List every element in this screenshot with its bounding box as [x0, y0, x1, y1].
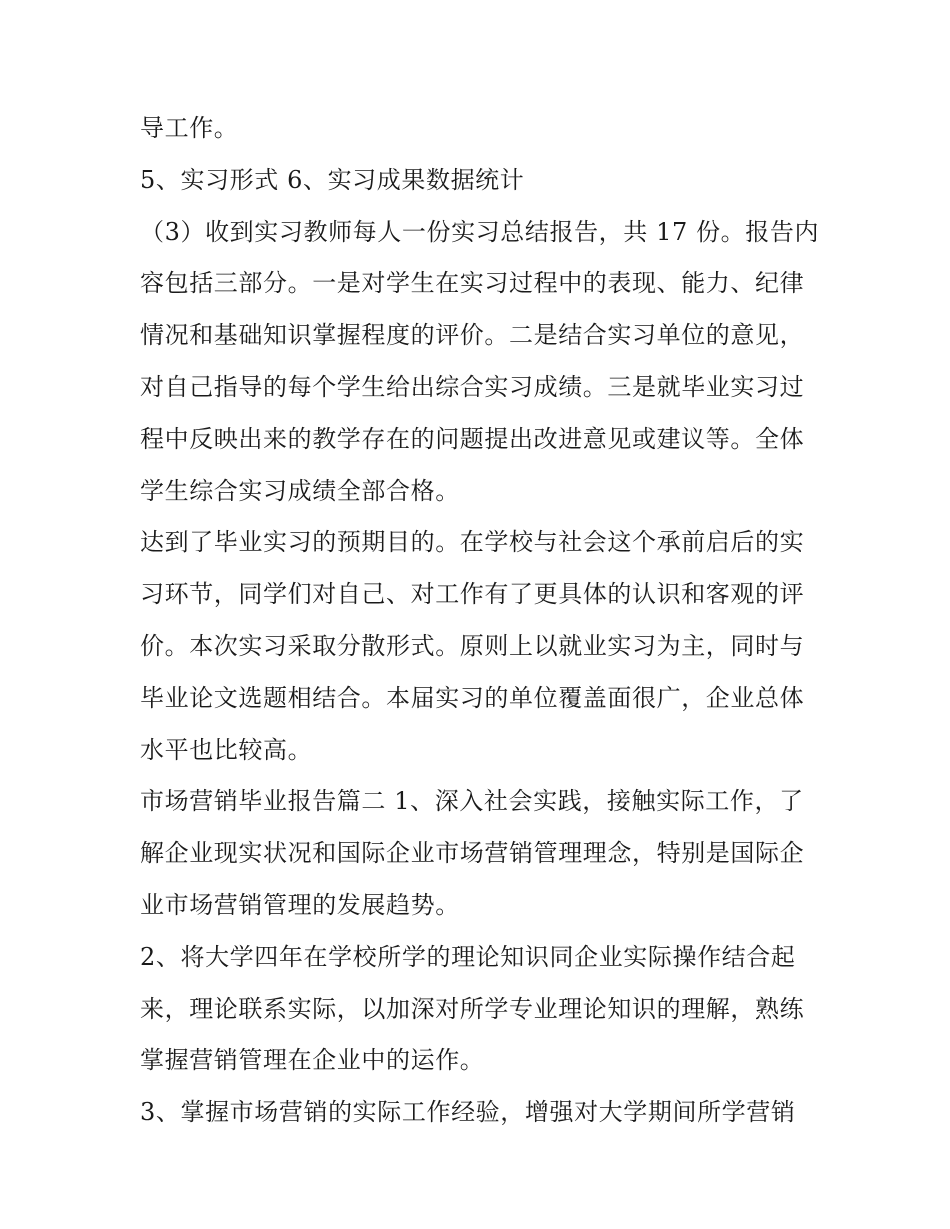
text-line: 掌握营销管理在企业中的运作。 — [140, 1046, 485, 1075]
text-line: 达到了毕业实习的预期目的。在学校与社会这个承前启后的实 — [140, 528, 805, 557]
text-line: 来，理论联系实际，以加深对所学专业理论知识的理解，熟练 — [140, 994, 805, 1023]
text-line: 习环节，同学们对自己、对工作有了更具体的认识和客观的评 — [140, 580, 805, 609]
text-line: 对自己指导的每个学生给出综合实习成绩。三是就毕业实习过 — [140, 372, 805, 401]
text-line: 毕业论文选题相结合。本届实习的单位覆盖面很广，企业总体 — [140, 683, 805, 712]
text-line: 情况和基础知识掌握程度的评价。二是结合实习单位的意见， — [140, 321, 805, 350]
text-line: 价。本次实习采取分散形式。原则上以就业实习为主，同时与 — [140, 631, 805, 660]
text-line: 学生综合实习成绩全部合格。 — [140, 476, 460, 505]
text-line: 2、将大学四年在学校所学的理论知识同企业实际操作结合起 — [140, 942, 796, 971]
text-line: （3）收到实习教师每人一份实习总结报告，共 17 份。报告内 — [140, 217, 820, 246]
text-line: 业市场营销管理的发展趋势。 — [140, 890, 460, 919]
text-line: 程中反映出来的教学存在的问题提出改进意见或建议等。全体 — [140, 424, 805, 453]
text-line: 导工作。 — [140, 114, 239, 142]
text-line: 5、实习形式 6、实习成果数据统计 — [140, 165, 525, 194]
text-line: 3、掌握市场营销的实际工作经验，增强对大学期间所学营销 — [140, 1098, 796, 1127]
text-line: 容包括三部分。一是对学生在实习过程中的表现、能力、纪律 — [140, 269, 805, 298]
text-line: 市场营销毕业报告篇二 1、深入社会实践，接触实际工作，了 — [140, 787, 804, 816]
text-line: 水平也比较高。 — [140, 735, 313, 764]
text-line: 解企业现实状况和国际企业市场营销管理理念，特别是国际企 — [140, 839, 805, 868]
document-body — [140, 103, 820, 1139]
